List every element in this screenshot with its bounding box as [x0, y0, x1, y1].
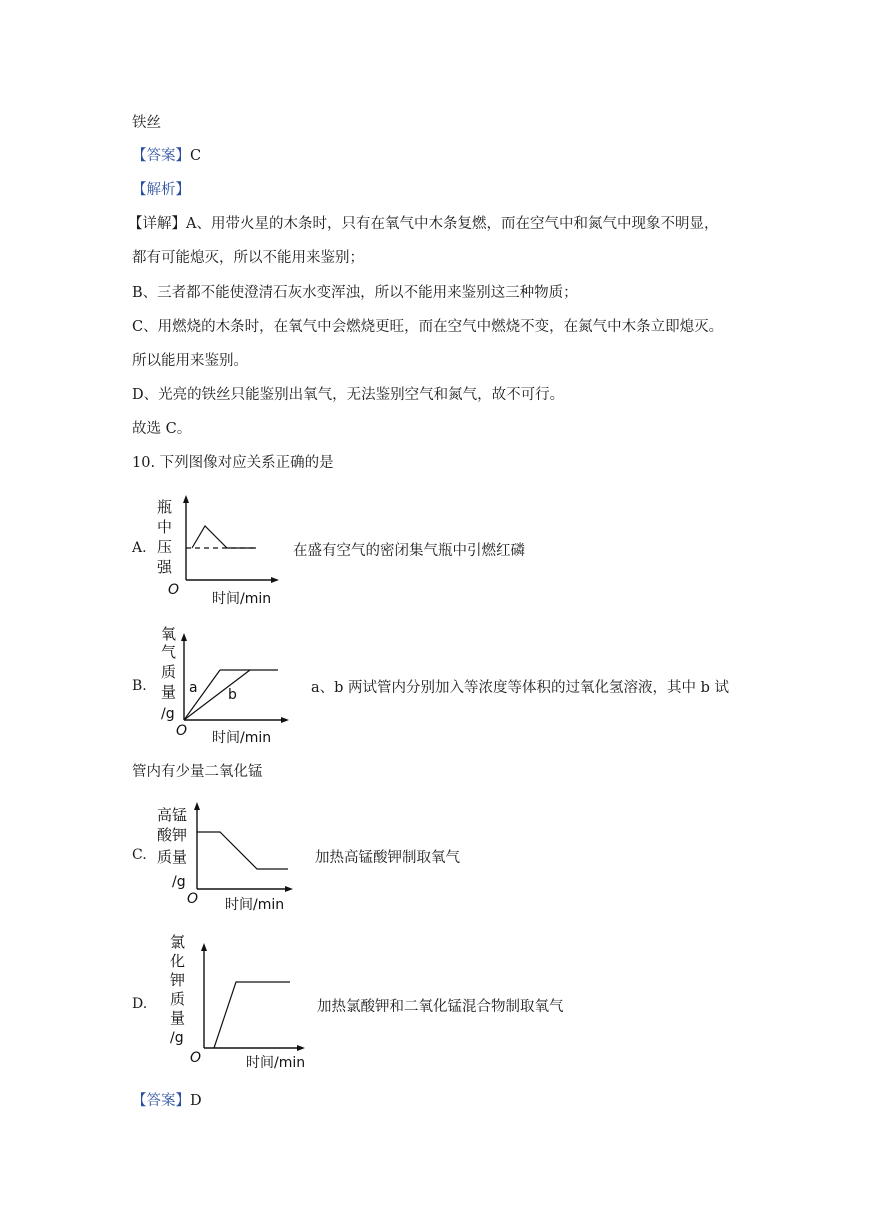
option-d-ylabel-6: /g [170, 1030, 184, 1046]
analysis-tag: 【解析】 [132, 182, 190, 198]
option-b-ylabel-3: 质 [161, 663, 177, 681]
option-a-ylabel-1: 瓶 [157, 498, 173, 516]
option-a-ylabel-4: 强 [157, 558, 173, 576]
option-a-graph [152, 490, 282, 608]
option-c-x-arrow [285, 886, 293, 892]
answer-tag-2: 【答案】 [132, 1093, 190, 1109]
option-c-xlabel: 时间/min [225, 897, 285, 913]
option-d-description: 加热氯酸钾和二氧化锰混合物制取氧气 [317, 999, 564, 1015]
detail-line-c2 [132, 351, 248, 371]
option-a-curve [192, 526, 256, 548]
option-b-ylabel-1: 氧 [161, 625, 177, 643]
option-a-description: 在盛有空气的密闭集气瓶中引燃红磷 [293, 543, 525, 559]
detail-line-a2 [132, 248, 364, 268]
option-a-ylabel-3: 压 [157, 538, 173, 556]
option-c-ylabel-2: 酸钾 [157, 826, 188, 844]
question-line [132, 453, 334, 473]
option-c-origin: O [187, 891, 199, 907]
detail-a2-text: 都有可能熄灭，所以不能用来鉴别； [132, 250, 364, 266]
option-b-ylabel-4: 量 [161, 683, 177, 701]
option-b-letter: B. [132, 678, 147, 694]
option-d-ylabel-1: 氯 [170, 933, 186, 951]
detail-line-c1 [132, 317, 723, 337]
option-c-graph [152, 796, 300, 916]
option-d-graph [160, 926, 312, 1074]
answer-line-1 [132, 146, 201, 166]
detail-a1-text: A、用带火星的木条时，只有在氧气中木条复燃，而在空气中和氮气中现象不明显， [186, 216, 719, 232]
iron-wire-text: 铁丝 [132, 115, 161, 131]
option-b-curve-b-label: b [228, 687, 237, 703]
option-a-x-arrow [271, 577, 279, 583]
option-d-xlabel: 时间/min [246, 1055, 306, 1071]
option-d-ylabel-2: 化 [170, 952, 186, 970]
detail-tag: 【详解】 [128, 216, 186, 232]
option-b-ylabel-5: /g [161, 706, 175, 722]
option-b-continued-line [132, 762, 263, 782]
option-c-curve [197, 832, 288, 869]
detail-line-d [132, 385, 564, 405]
option-c-description: 加热高锰酸钾制取氧气 [315, 850, 460, 866]
option-d-y-arrow [201, 943, 207, 951]
option-b-ylabel-2: 气 [161, 643, 177, 661]
option-b-graph [152, 622, 292, 746]
question-text: 10. 下列图像对应关系正确的是 [132, 455, 334, 471]
answer-line-2 [132, 1091, 202, 1111]
detail-b-text: B、三者都不能使澄清石灰水变浑浊，所以不能用来鉴别这三种物质； [132, 285, 578, 301]
option-b-y-arrow [181, 633, 187, 641]
option-c-ylabel-4: /g [172, 874, 186, 890]
detail-c2-text: 所以能用来鉴别。 [132, 353, 248, 369]
option-a-ylabel-2: 中 [157, 518, 173, 536]
option-d-curve [214, 982, 290, 1048]
detail-line-b [132, 283, 578, 303]
option-b-xlabel: 时间/min [212, 730, 272, 746]
option-a-xlabel: 时间/min [212, 591, 272, 607]
text-line-iron-wire [132, 113, 161, 133]
option-c-letter: C. [132, 847, 147, 863]
option-c-ylabel-3: 质量 [157, 848, 188, 866]
answer-tag: 【答案】 [132, 148, 190, 164]
option-d-ylabel-5: 量 [170, 1009, 186, 1027]
option-c-ylabel-1: 高锰 [157, 806, 188, 824]
analysis-line [132, 180, 190, 200]
option-c-y-arrow [194, 802, 200, 810]
option-d-letter: D. [132, 996, 148, 1012]
answer-value: C [190, 148, 202, 164]
conclusion-line [132, 419, 191, 439]
conclusion-text: 故选 C。 [132, 421, 192, 437]
detail-d-text: D、光亮的铁丝只能鉴别出氧气，无法鉴别空气和氮气，故不可行。 [132, 387, 565, 403]
option-b-curve-a-label: a [189, 680, 198, 696]
option-b-x-arrow [281, 717, 289, 723]
option-b-continued-text: 管内有少量二氧化锰 [132, 764, 263, 780]
answer-value-2: D [190, 1093, 202, 1109]
option-a-origin: O [168, 582, 180, 598]
option-a-y-arrow [183, 495, 189, 503]
option-a-letter: A. [132, 540, 147, 556]
detail-c1-text: C、用燃烧的木条时，在氧气中会燃烧更旺，而在空气中燃烧不变，在氮气中木条立即熄灭。 [132, 319, 724, 335]
option-d-origin: O [190, 1050, 202, 1066]
option-d-ylabel-3: 钾 [170, 971, 186, 989]
option-b-description: a、b 两试管内分别加入等浓度等体积的过氧化氢溶液，其中 b 试 [311, 680, 730, 696]
option-d-ylabel-4: 质 [170, 990, 186, 1008]
option-d-x-arrow [297, 1045, 305, 1051]
detail-line-a1 [128, 214, 718, 234]
option-b-origin: O [176, 723, 188, 739]
